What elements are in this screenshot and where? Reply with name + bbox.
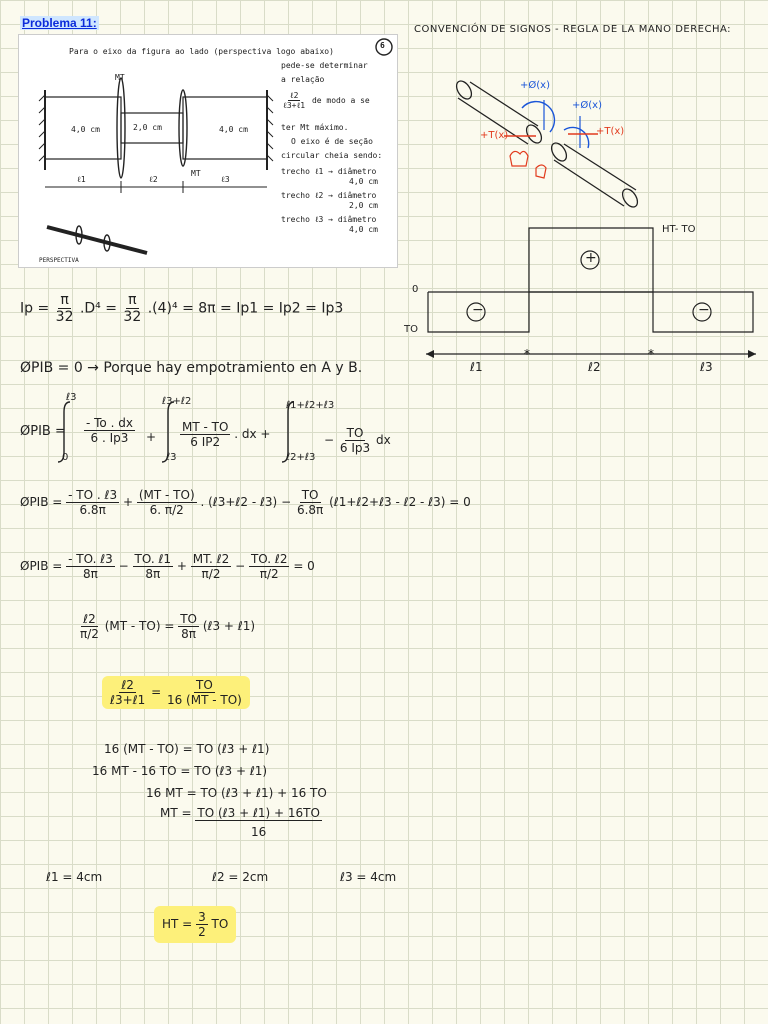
highlighted-ratio: $\frac{\text{ℓ2}}{\text{ℓ3+ℓ1}}$ = $\frac{TO}{16 (MT - TO)}$	[102, 676, 250, 709]
step-3: 16 MT = TO (ℓ3 + ℓ1) + 16 TO	[146, 786, 327, 800]
ht-to-label: HT- TO	[662, 224, 696, 235]
book-line5: ter Mt máximo.	[281, 123, 349, 132]
book-line7: circular cheia sendo:	[281, 151, 383, 160]
int1-den: 6 . Ip3	[90, 431, 129, 445]
equation-3: ØPIB = $\frac{\text{- TO . ℓ3}}{6.8\pi}$ + $\frac{(MT - TO)}{6. \pi/2}$ . (ℓ3+ℓ2 - ℓ3) − $\frac{TO}{6.8\pi}$ (ℓ1+ℓ2+ℓ3 - ℓ2 - ℓ3) = 0	[20, 488, 471, 517]
book-trecho1-d: 4,0 cm	[349, 177, 378, 186]
int1-num: - To . dx	[86, 416, 133, 430]
book-trecho3: trecho ℓ3 → diâmetro	[281, 215, 377, 224]
to-label: TO	[404, 324, 418, 335]
svg-text:*: *	[524, 347, 530, 361]
torque-label-2: +T(x)	[596, 126, 625, 137]
minus-sign-2: −	[698, 302, 710, 318]
book-dim-2: 2,0 cm	[133, 123, 162, 132]
zero-label: 0	[412, 284, 419, 295]
step-1: 16 (MT - TO) = TO (ℓ3 + ℓ1)	[104, 742, 270, 756]
length-l2: ℓ2	[588, 360, 601, 374]
book-trecho1: trecho ℓ1 → diâmetro	[281, 167, 377, 176]
equation-5: $\frac{\text{ℓ2}}{\pi/2}$ (MT - TO) = $\frac{TO}{8\pi}$ (ℓ3 + ℓ1)	[80, 612, 256, 641]
int2-num: MT - TO	[182, 420, 229, 434]
int2-lower: ℓ3	[166, 452, 177, 463]
torque-diagram	[400, 222, 768, 382]
int3-tail: dx	[375, 433, 391, 447]
book-len-2: ℓ2	[149, 175, 158, 184]
book-trecho2: trecho ℓ2 → diâmetro	[281, 191, 377, 200]
book-line2: pede-se determinar	[281, 61, 368, 70]
book-mt-label: MT	[115, 73, 125, 82]
book-dim-1: 4,0 cm	[71, 125, 100, 134]
svg-text:*: *	[648, 347, 654, 361]
final-result: HT = $\frac{3}{2}$ TO	[154, 906, 236, 943]
book-line1: Para o eixo da figura ao lado (perspectiva logo abaixo)	[69, 47, 334, 56]
book-mt-label-2: MT	[191, 169, 201, 178]
phi-integral-lhs: ØPIB =	[20, 424, 66, 439]
length-l1: ℓ1	[470, 360, 483, 374]
int2-upper: ℓ3+ℓ2	[162, 396, 192, 407]
book-frac-den: ℓ3+ℓ1	[283, 101, 306, 110]
book-line6: O eixo é de seção	[291, 137, 373, 146]
int3-upper: ℓ1+ℓ2+ℓ3	[286, 400, 335, 411]
textbook-figure	[18, 34, 398, 268]
value-l2: ℓ2 = 2cm	[212, 870, 269, 884]
book-len-1: ℓ1	[77, 175, 86, 184]
value-l3: ℓ3 = 4cm	[340, 870, 397, 884]
phi-label-1: +Ø(x)	[520, 80, 550, 91]
book-dim-3: 4,0 cm	[219, 125, 248, 134]
book-len-3: ℓ3	[221, 175, 230, 184]
book-number: 6	[380, 41, 385, 50]
phi-label-2: +Ø(x)	[572, 100, 602, 111]
int2-tail: . dx +	[234, 427, 271, 441]
length-l3: ℓ3	[700, 360, 713, 374]
plus-1: +	[146, 430, 157, 444]
sign-convention-title: CONVENCIÓN DE SIGNOS - REGLA DE LA MANO DERECHA:	[414, 24, 732, 35]
phi-zero-statement: ØPIB = 0 → Porque hay empotramiento en A y B.	[20, 360, 363, 376]
book-trecho2-d: 2,0 cm	[349, 201, 378, 210]
int1-upper: ℓ3	[66, 392, 77, 403]
book-trecho3-d: 4,0 cm	[349, 225, 378, 234]
minus-sign-1: −	[472, 302, 484, 318]
int1-lower: 0	[62, 452, 69, 463]
book-line4: de modo a se	[311, 96, 370, 105]
torque-label-1: +T(x)	[480, 130, 509, 141]
equation-4: ØPIB = $\frac{\text{- TO. ℓ3}}{8\pi}$ − $\frac{\text{TO. ℓ1}}{8\pi}$ + $\frac{\text{MT. ℓ2}}{\pi/2}$ − $\frac{\text{TO. ℓ2}}{\pi/2}$ = 0	[20, 552, 315, 581]
book-frac-num: ℓ2	[289, 91, 299, 100]
step-4: MT = $\frac{\text{TO (ℓ3 + ℓ1) + 16TO}}{16}$	[160, 806, 320, 839]
plus-sign: +	[585, 250, 597, 266]
int3-den: 6 Ip3	[339, 441, 371, 455]
book-perspectiva: PERSPECTIVA	[39, 257, 79, 264]
int3-lower: ℓ2+ℓ3	[286, 452, 316, 463]
ip-equation: Ip = $\frac{\pi}{32}$ .D⁴ = $\frac{\pi}{32}$ .(4)⁴ = 8π = Ip1 = Ip2 = Ip3	[20, 292, 344, 325]
int3-num: TO	[346, 426, 364, 440]
value-l1: ℓ1 = 4cm	[46, 870, 103, 884]
book-line3: a relação	[281, 75, 325, 84]
int2-den: 6 IP2	[190, 435, 221, 449]
problem-title: Problema 11:	[22, 16, 97, 30]
step-2: 16 MT - 16 TO = TO (ℓ3 + ℓ1)	[92, 764, 268, 778]
